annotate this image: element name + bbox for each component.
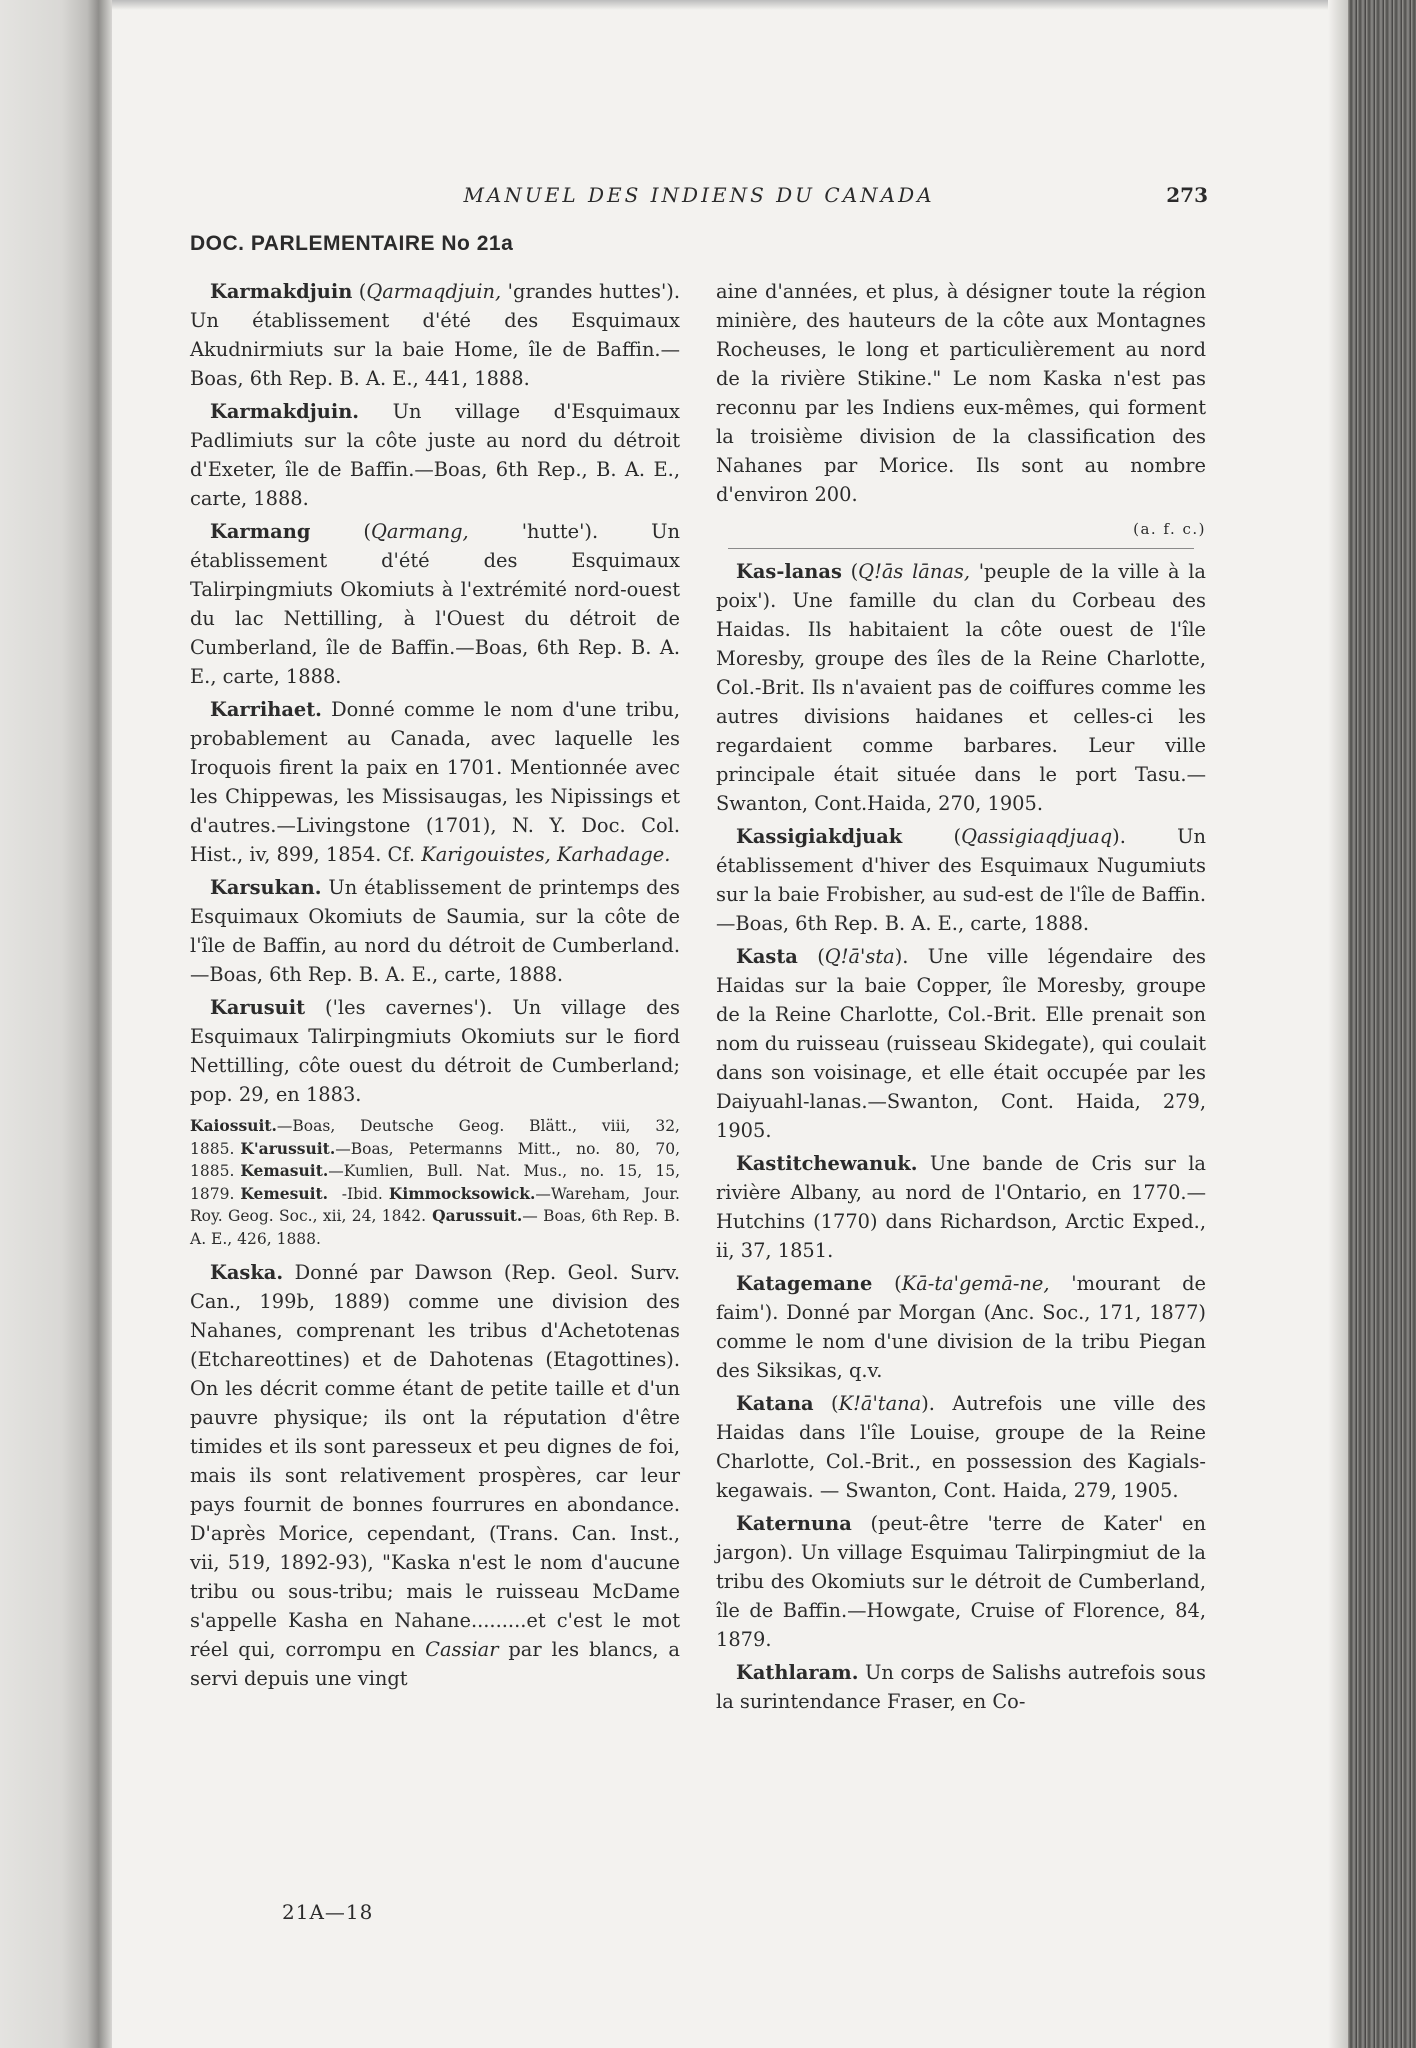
entry-text: 'grandes huttes'). Un établissement d'été des Esquimaux Akudnirmiuts sur la baie Home, île de Baffin.—Boas, 6th Rep. B. A. E., 441, 1888. [190, 280, 680, 390]
entry-headword: Karusuit [210, 996, 306, 1019]
synonym-name: Kimmocksowick. [388, 1183, 536, 1203]
right-column [716, 277, 1206, 1720]
page-number: 273 [1166, 183, 1208, 207]
synonym-name: K'arussuit. [240, 1138, 336, 1158]
entry-text: ( [352, 280, 367, 303]
book-gutter-left [0, 0, 112, 2048]
entry-headword: Karmang [210, 520, 311, 543]
entry-cross-reference: Karigouistes, Karhadage. [421, 843, 671, 866]
synonym-source: —Boas, Deutsche Geog. Blätt., viii, 32, 1885. [190, 1117, 680, 1158]
entry-text: (peut-être 'terre de Kater' en jargon). Un village Esquimau Talirpingmiut de la tribu des Okomiuts sur le détroit de Cumberland, île de Baffin.—Howgate, Cruise of Florence, 84, 1879. [716, 1512, 1206, 1651]
entry-kas-lanas [716, 557, 1206, 818]
entry-kastitchewanuk [716, 1149, 1206, 1265]
entry-text: ( [841, 560, 859, 583]
entry-text: 'mourant de faim'). Donné par Morgan (Anc. Soc., 171, 1877) comme le nom d'une division de la tribu Piegan des Siksikas, q.v. [716, 1272, 1206, 1382]
synonym-name: Qarussuit. [432, 1206, 523, 1225]
entry-katernuna [716, 1509, 1206, 1654]
synonym-name: Kaiossuit. [190, 1116, 277, 1135]
entry-headword: Karmakdjuin [210, 280, 353, 303]
entry-native-term: Kā-ta'gemā-ne, [901, 1272, 1050, 1295]
synonym-source: —Wareham, Jour. Roy. Geog. Soc., xii, 24, 1842. [190, 1184, 680, 1225]
entry-text: ). Un établissement d'hiver des Esquimaux Nugumiuts sur la baie Frobisher, au sud-est de l'île de Baffin.—Boas, 6th Rep. B. A. E., carte, 1888. [716, 825, 1206, 935]
entry-text: ). Une ville légendaire des Haidas sur la baie Copper, île Moresby, groupe de la Reine Charlotte, Col.-Brit. Elle prenait son nom du ruisseau (ruisseau Skidegate), qui coulait dans son voisinage, et elle était occupée par les Daiyuahl-lanas.—Swanton, Cont. Haida, 279, 1905. [716, 945, 1206, 1142]
entry-katana [716, 1389, 1206, 1505]
entry-karsukan [190, 873, 680, 989]
entry-text: par les blancs, a servi depuis une vingt [190, 1638, 680, 1690]
entry-text: Donné comme le nom d'une tribu, probablement au Canada, avec laquelle les Iroquois firent la paix en 1701. Mentionnée avec les Chippewas, les Missisaugas, les Nipissings et d'autres.—Livingstone (1701), N. Y. Doc. Col. Hist., iv, 899, 1854. Cf. [190, 698, 680, 866]
entry-karmakdjuin-1 [190, 277, 680, 393]
entry-text: Donné par Dawson (Rep. Geol. Surv. Can., 199b, 1889) comme une division des Nahanes, comprenant les tribus d'Achetotenas (Etchareottines) et de Dahotenas (Etagottines). On les décrit comme étant de petite taille et d'un pauvre physique; ils ont la réputation d'être timides et ils sont paresseux et peu dignes de foi, mais ils sont relativement prospères, car leur pays fournit de bonnes fourrures en abondance. D'après Morice, cependant, (Trans. Can. Inst., vii, 519, 1892-93), "Kaska n'est le nom d'aucune tribu ou sous-tribu; mais le ruisseau McDame s'appelle Kasha en Nahane.........et c'est le mot réel qui, corrompu en [190, 1261, 680, 1661]
entry-native-term: K!ā'tana [838, 1392, 922, 1415]
entry-headword: Karmakdjuin. [210, 400, 360, 423]
entry-karmakdjuin-2 [190, 397, 680, 513]
entry-text: 'peuple de la ville à la poix'). Une famille du clan du Corbeau des Haidas. Ils habitaient la côte ouest de l'île Moresby, groupe des îles de la Reine Charlotte, Col.-Brit. Ils n'avaient pas de coiffures comme les autres divisions haidanes et celles-ci les regardaient comme barbares. Leur ville principale était située dans le port Tasu.—Swanton, Cont.Haida, 270, 1905. [716, 560, 1206, 815]
entry-text: ('les cavernes'). Un village des Esquimaux Talirpingmiuts Okomiuts sur le fiord Nettilling, côte ouest du détroit de Cumberland; pop. 29, en 1883. [190, 996, 680, 1106]
entry-text: 'hutte'). Un établissement d'été des Esquimaux Talirpingmiuts Okomiuts à l'extrémité nord-ouest du lac Nettilling, à l'Ouest du détroit de Cumberland, île de Baffin.—Boas, 6th Rep. B. A. E., carte, 1888. [190, 520, 680, 688]
synonym-source: — Boas, 6th Rep. B. A. E., 426, 1888. [190, 1207, 681, 1248]
entry-native-term: Qarmaqdjuin, [366, 280, 502, 303]
entry-text: ( [797, 945, 825, 968]
entry-headword: Katagemane [736, 1272, 873, 1295]
entry-kaska [190, 1258, 680, 1693]
entry-text: Un corps de Salishs autrefois sous la surintendance Fraser, en Co- [716, 1661, 1206, 1713]
entry-native-term: Q!ā'sta [824, 945, 895, 968]
entry-headword: Karsukan. [210, 876, 322, 899]
synonym-name: Kemasuit. [240, 1161, 329, 1180]
entry-text: ( [902, 825, 962, 848]
entry-text: ( [872, 1272, 902, 1295]
entry-text: ( [813, 1392, 839, 1415]
entry-headword: Kathlaram. [736, 1661, 859, 1684]
entry-text: Un village d'Esquimaux Padlimiuts sur la côte juste au nord du détroit d'Exeter, île de Baffin.—Boas, 6th Rep., B. A. E., carte, 1888. [190, 400, 680, 510]
synonym-source: —Boas, Petermanns Mitt., no. 80, 70, 1885. [190, 1139, 680, 1180]
page-edge-shadow [1328, 0, 1348, 2048]
entry-headword: Katernuna [736, 1512, 852, 1535]
synonym-name: Kemesuit. [240, 1183, 329, 1203]
entry-kaska-continued: aine d'années, et plus, à désigner toute la région minière, des hauteurs de la côte aux Montagnes Rocheuses, le long et particulièrement au nord de la rivière Stikine." Le nom Kaska n'est pas reconnu par les Indiens eux-mêmes, qui forment la troisième division de la classification des Nahanes par Morice. Ils sont au nombre d'environ 200. [716, 280, 1206, 506]
attribution-initials: (a. f. c.) [1133, 520, 1206, 538]
entry-native-term: Q!ās lānas, [858, 560, 970, 583]
entry-kassigiakdjuak [716, 822, 1206, 938]
entry-headword: Kastitchewanuk. [736, 1152, 918, 1175]
entry-headword: Karrihaet. [210, 698, 322, 721]
entry-headword: Katana [736, 1392, 814, 1415]
entry-karusuit [190, 993, 680, 1109]
entry-text: ( [310, 520, 371, 543]
entry-kathlaram [716, 1658, 1206, 1716]
entry-kasta [716, 942, 1206, 1145]
entry-katagemane [716, 1269, 1206, 1385]
entry-text: ). Autrefois une ville des Haidas dans l'île Louise, groupe de la Reine Charlotte, Col.-Brit., en possession des Kagials-kegawais. — Swanton, Cont. Haida, 279, 1905. [716, 1392, 1206, 1502]
section-divider [728, 548, 1194, 549]
entry-headword: Kaska. [210, 1261, 284, 1284]
document-label: DOC. PARLEMENTAIRE No 21a [190, 232, 514, 255]
left-column [190, 277, 680, 1697]
entry-native-term: Qassigiaqdjuaq [961, 825, 1113, 848]
entry-text: Une bande de Cris sur la rivière Albany, au nord de l'Ontario, en 1770.—Hutchins (1770) dans Richardson, Arctic Exped., ii, 37, 1851. [716, 1152, 1206, 1262]
signature-mark: 21A—18 [282, 1900, 374, 1924]
entry-native-term: Qarmang, [370, 520, 469, 543]
entry-headword: Kas-lanas [736, 560, 842, 583]
entry-karrihaet [190, 695, 680, 869]
synonymy-list [190, 1115, 680, 1250]
entry-karmang [190, 517, 680, 691]
book-page-edges-right [1348, 0, 1416, 2048]
synonym-source: -Ibid. [328, 1184, 383, 1203]
running-title: MANUEL DES INDIENS DU CANADA [463, 183, 935, 207]
synonym-source: —Kumlien, Bull. Nat. Mus., no. 15, 15, 1879. [190, 1162, 680, 1203]
page-top-shadow [0, 0, 1416, 10]
entry-text: Un établissement de printemps des Esquimaux Okomiuts de Saumia, sur la côte de l'île de Baffin, au nord du détroit de Cumberland.—Boas, 6th Rep. B. A. E., carte, 1888. [190, 876, 680, 986]
entry-headword: Kassigiakdjuak [736, 825, 903, 848]
author-attribution [716, 513, 1206, 544]
entry-headword: Kasta [736, 945, 798, 968]
running-head [190, 183, 1208, 213]
entry-italic-word: Cassiar [425, 1638, 499, 1661]
